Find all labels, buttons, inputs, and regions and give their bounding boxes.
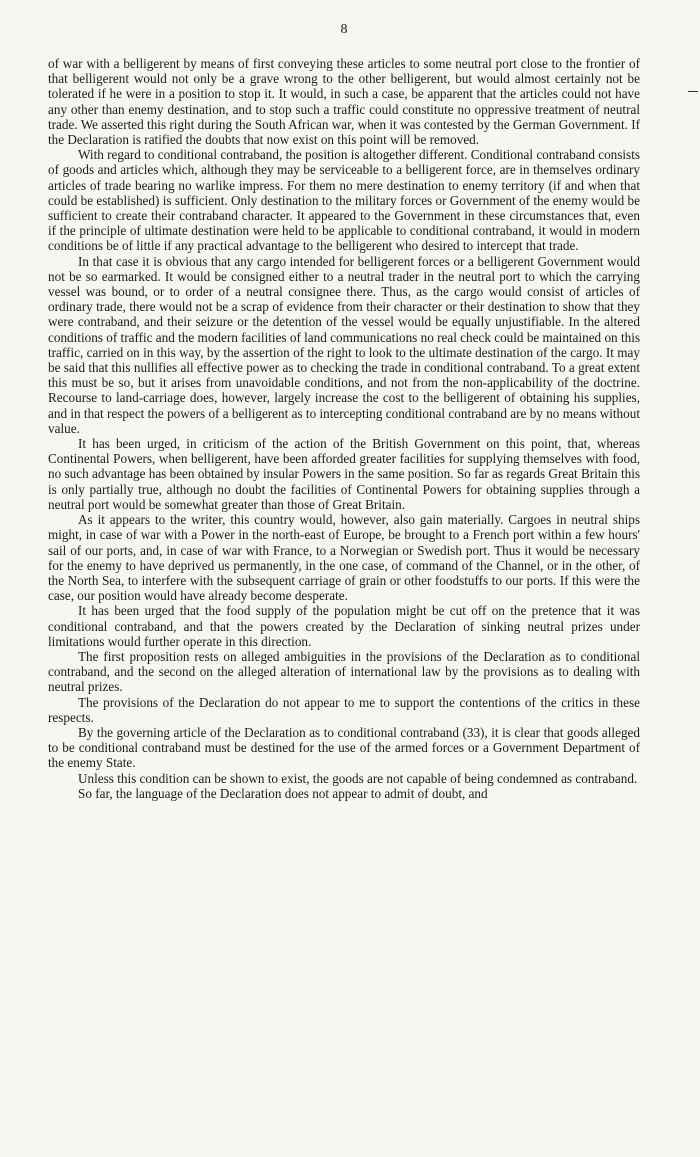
paragraph-food-supply: It has been urged that the food supply of the population might be cut off on the pretence that it was conditional contraband, and that the powers created by the Declaration of sinking neutral prizes under limitations would further operate in this direction. — [48, 603, 640, 649]
document-page — [48, 22, 640, 801]
paragraph-provisions: The provisions of the Declaration do not appear to me to support the contentions of the critics in these respects. — [48, 694, 640, 725]
paragraph-continental-powers: It has been urged, in criticism of the action of the British Government on this point, that, whereas Continental Powers, when belligerent, have been afforded greater facilities for supplying themselves with food, no such advantage has been obtained by insular Powers in the same position. So far as regards Great Britain this is only partially true, although no doubt the facilities of Continental Powers for obtaining supplies through a neutral port would be somewhat greater than those of Great Britain. — [48, 436, 640, 512]
margin-mark — [688, 91, 698, 92]
page-number: 8 — [340, 22, 348, 37]
paragraph-writer-view: As it appears to the writer, this country would, however, also gain materially. Cargoes in neutral ships might, in case of war with a Power in the north-east of Europe, be brought to a French port within a few hours' sail of our ports, and, in case of war with France, to a Norwegian or Swedish port. Thus it would be necessary for the enemy to have deprived us permanently, in the one case, of command of the Channel, or in the other, of the North Sea, to interfere with the subsequent carriage of grain or other foodstuffs to our ports. If this were the case, our position would have already become desperate. — [48, 512, 640, 604]
paragraph-first-proposition: The first proposition rests on alleged ambiguities in the provisions of the Declaration as to conditional contraband, and the second on the alleged alteration of international law by the provisions as to dealing with neutral prizes. — [48, 648, 640, 695]
paragraph-article-33: By the governing article of the Declaration as to conditional contraband (33), it is clear that goods alleged to be conditional contraband must be destined for the use of the armed forces or a Government Department of the enemy State. — [48, 724, 640, 771]
paragraph-conditional-contraband: With regard to conditional contraband, the position is altogether different. Conditional contraband consists of goods and articles which, although they may be serviceable to a belligerent force, are in themselves ordinary articles of trade bearing no warlike impress. For them no mere destination to enemy territory (if and when that could be established) is sufficient. Only destination to the military forces or Government of the enemy would be sufficient to create their contraband character. It appeared to the Government in these circumstances that, even if the principle of ultimate destination were held to be applicable to conditional contraband, it would in modern conditions be of little if any practical advantage to the belligerent who desired to intercept that trade. — [48, 147, 640, 254]
paragraph-continuation: of war with a belligerent by means of first conveying these articles to some neutral port close to the frontier of that belligerent would not only be a grave wrong to the other belligerent, but would almost certainly not be tolerated if he were in a position to stop it. It would, in such a case, be apparent that the articles could not have any other than enemy destination, and to stop such a traffic could constitute no oppressive treatment of neutral trade. We asserted this right during the South African war, when it was contested by the German Government. If the Declaration is ratified the doubts that now exist on this point will be removed. — [48, 56, 640, 148]
paragraph-condemned: Unless this condition can be shown to exist, the goods are not capable of being condemned as contraband. — [78, 770, 638, 786]
paragraph-language: So far, the language of the Declaration does not appear to admit of doubt, and — [78, 785, 488, 801]
paragraph-cargo-earmarking: In that case it is obvious that any cargo intended for belligerent forces or a belligerent Government would not be so earmarked. It would be consigned either to a neutral trader in the neutral port to which the carrying vessel was bound, or to order of a neutral consignee there. Thus, as the cargo would consist of articles of ordinary trade, there would not be a scrap of evidence from their character or their destination to show that they were contraband, and their seizure or the detention of the vessel would be equally unjustifiable. In the altered conditions of traffic and the modern facilities of land communications no real check could be maintained on this traffic, carried on in this way, by the assertion of the right to look to the ultimate destination of the cargo. It may be said that this nullifies all effective power as to checking the trade in conditional contraband. To a great extent this must be so, but it arises from unavoidable conditions, and not from the non-applicability of the doctrine. Recourse to land-carriage does, however, largely increase the cost to the belligerent of obtaining his supplies, and in that respect the powers of a belligerent as to intercepting conditional contraband are by no means without value. — [48, 253, 640, 436]
